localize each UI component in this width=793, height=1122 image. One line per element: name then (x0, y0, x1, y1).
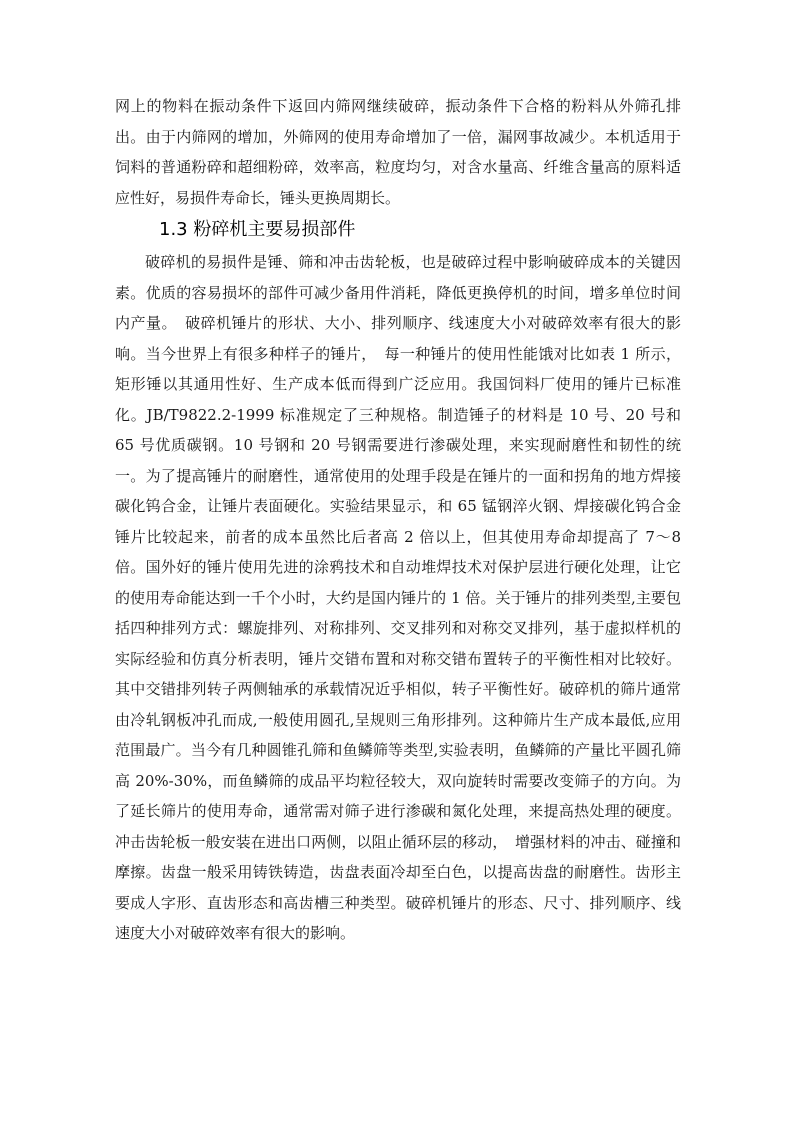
document-body (115, 91, 681, 949)
paragraph-continued: 网上的物料在振动条件下返回内筛网继续破碎，振动条件下合格的粉料从外筛孔排出。由于内筛网的增加，外筛网的使用寿命增加了一倍，漏网事故减少。本机适用于饲料的普通粉碎和超细粉碎，效率高，粒度均匀，对含水量高、纤维含量高的原料适应性好，易损件寿命长，锤头更换周期长。 (115, 97, 681, 207)
section-heading: 1.3 粉碎机主要易损部件 (159, 219, 356, 240)
paragraph-wear-parts: 破碎机的易损件是锤、筛和冲击齿轮板，也是破碎过程中影响破碎成本的关键因素。优质的容易损坏的部件可减少备用件消耗，降低更换停机的时间，增多单位时间内产量。 破碎机锤片的形状、大小、排列顺序、线速度大小对破碎效率有很大的影响。当今世界上有很多种样子的锤片， 每一种锤片的使用性能饿对比如表 1 所示，矩形锤以其通用性好、生产成本低而得到广泛应用。我国饲料厂使用的锤片已标准化。JB/T9822.2-1999 标准规定了三种规格。制造锤子的材料是 10 号、20 号和 65 号优质碳钢。10 号钢和 20 号钢需要进行渗碳处理，来实现耐磨性和韧性的统一。为了提高锤片的耐磨性，通常使用的处理手段是在锤片的一面和拐角的地方焊接碳化钨合金，让锤片表面硬化。实验结果显示，和 65 锰钢淬火钢、焊接碳化钨合金锤片比较起来，前者的成本虽然比后者高 2 倍以上，但其使用寿命却提高了 7～8 倍。国外好的锤片使用先进的涂鸦技术和自动堆焊技术对保护层进行硬化处理，让它的使用寿命能达到一千个小时，大约是国内锤片的 1 倍。关于锤片的排列类型,主要包括四种排列方式：螺旋排列、对称排列、交叉排列和对称交叉排列，基于虚拟样机的实际经验和仿真分析表明，锤片交错布置和对称交错布置转子的平衡性相对比较好。其中交错排列转子两侧轴承的承载情况近乎相似，转子平衡性好。破碎机的筛片通常由冷轧钢板冲孔而成,一般使用圆孔,呈规则三角形排列。这种筛片生产成本最低,应用范围最广。当今有几种圆锥孔筛和鱼鳞筛等类型,实验表明，鱼鳞筛的产量比平圆孔筛高 20%-30%，而鱼鳞筛的成品平均粒径较大，双向旋转时需要改变筛子的方向。为了延长筛片的使用寿命，通常需对筛子进行渗碳和氮化处理，来提高热处理的硬度。冲击齿轮板一般安装在进出口两侧，以阻止循环层的移动， 增强材料的冲击、碰撞和摩擦。齿盘一般采用铸铁铸造，齿盘表面冷却至白色，以提高齿盘的耐磨性。齿形主要成人字形、直齿形态和高齿槽三种类型。破碎机锤片的形态、尺寸、排列顺序、线速度大小对破碎效率有很大的影响。 (115, 253, 681, 942)
